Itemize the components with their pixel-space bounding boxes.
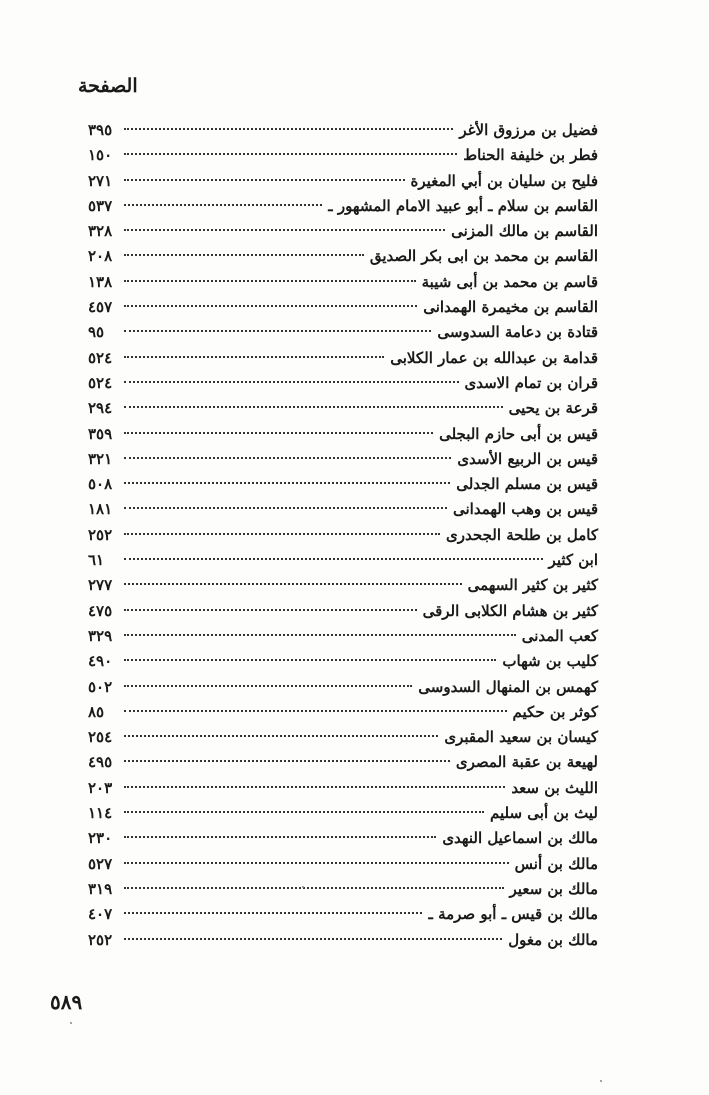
dot-leader <box>124 710 507 712</box>
index-entry <box>88 877 598 902</box>
entry-page-number: ٥٠٨ <box>88 475 113 494</box>
index-entry <box>88 902 598 927</box>
dot-leader <box>124 507 447 509</box>
index-entry <box>88 497 598 522</box>
entry-name: ابن كثير <box>548 551 598 570</box>
entry-page-number: ٢٧١ <box>88 171 113 190</box>
dot-leader <box>124 280 416 282</box>
entry-name: مالك بن مغول <box>508 930 598 949</box>
entry-name: قيس بن الربيع الأسدى <box>457 449 598 468</box>
dot-leader <box>124 330 431 332</box>
entry-name: القاسم بن سلام ـ أبو عبيد الامام المشهور ـ <box>328 196 598 215</box>
entry-page-number: ١٨١ <box>88 500 113 519</box>
entry-page-number: ٨٥ <box>88 702 105 721</box>
index-entry <box>88 599 598 624</box>
entry-page-number: ٣٩٥ <box>88 121 113 139</box>
dot-leader <box>124 381 459 383</box>
entry-page-number: ٤٧٥ <box>88 601 113 620</box>
dot-leader <box>124 609 417 611</box>
dot-leader <box>124 406 503 408</box>
index-entry <box>88 118 598 143</box>
dot-leader <box>124 836 436 838</box>
index-entry <box>88 396 598 421</box>
entry-page-number: ٥٢٧ <box>88 854 113 873</box>
entry-name: فليح بن سليان بن أبي المغيرة <box>410 171 598 190</box>
entry-page-number: ١٥٠ <box>88 146 113 165</box>
entry-name: فطر بن خليفة الحناط <box>463 146 598 165</box>
index-entry <box>88 750 598 775</box>
dot-leader <box>124 229 445 231</box>
index-entry <box>88 928 598 953</box>
index-entry <box>88 447 598 472</box>
name-index-list <box>88 118 598 953</box>
entry-name: فضيل بن مرزوق الأغر <box>459 121 598 139</box>
entry-name: قيس بن وهب الهمدانى <box>452 500 598 519</box>
entry-name: كثير بن كثير السهمى <box>467 576 598 595</box>
entry-page-number: ٥٠٢ <box>88 677 113 696</box>
entry-page-number: ٢٥٢ <box>88 930 113 949</box>
entry-page-number: ٤٩٥ <box>88 753 113 772</box>
dot-leader <box>124 912 422 914</box>
index-entry <box>88 776 598 801</box>
dot-leader <box>124 482 450 484</box>
index-entry <box>88 295 598 320</box>
entry-page-number: ٣٥٩ <box>88 424 113 443</box>
index-entry <box>88 472 598 497</box>
entry-name: كثير بن هشام الكلابى الرقى <box>422 601 598 620</box>
entry-page-number: ٦١ <box>88 551 105 570</box>
entry-name: قتادة بن دعامة السدوسى <box>437 323 598 342</box>
dot-leader <box>124 786 505 788</box>
dot-leader <box>124 583 462 585</box>
dot-leader <box>124 862 509 864</box>
entry-name: قرعة بن يحيى <box>508 399 598 418</box>
dot-leader <box>124 760 450 762</box>
dot-leader <box>124 432 433 434</box>
index-entry <box>88 244 598 269</box>
index-entry <box>88 675 598 700</box>
dot-leader <box>124 254 364 256</box>
entry-name: قيس بن أبى حازم البجلى <box>439 424 598 443</box>
entry-page-number: ٢٣٠ <box>88 829 113 848</box>
entry-name: ليث بن أبى سليم <box>490 804 598 823</box>
index-entry <box>88 346 598 371</box>
entry-name: قدامة بن عبدالله بن عمار الكلابى <box>390 348 598 367</box>
scan-speck <box>600 1080 602 1082</box>
dot-leader <box>124 938 502 940</box>
dot-leader <box>124 179 405 181</box>
entry-name: مالك بن سعير <box>509 879 598 898</box>
entry-name: لهيعة بن عقبة المصرى <box>455 753 598 772</box>
entry-name: قيس بن مسلم الجدلى <box>456 475 598 494</box>
dot-leader <box>124 356 384 358</box>
dot-leader <box>124 811 484 813</box>
entry-page-number: ٢٩٤ <box>88 399 113 418</box>
scan-speck <box>302 886 304 888</box>
entry-page-number: ٥٢٤ <box>88 348 113 367</box>
index-entry <box>88 548 598 573</box>
page-column-heading: الصفحة <box>78 75 138 97</box>
dot-leader <box>124 685 412 687</box>
index-entry <box>88 422 598 447</box>
index-entry <box>88 523 598 548</box>
entry-page-number: ٣٢٩ <box>88 626 113 645</box>
dot-leader <box>124 128 453 130</box>
dot-leader <box>124 634 516 636</box>
index-entry <box>88 624 598 649</box>
entry-page-number: ٢٧٧ <box>88 576 113 595</box>
index-entry <box>88 270 598 295</box>
scan-speck <box>70 1022 72 1024</box>
entry-name: كيسان بن سعيد المقبرى <box>444 728 598 747</box>
entry-name: القاسم بن محمد بن ابى بكر الصديق <box>369 247 598 266</box>
entry-page-number: ٣١٩ <box>88 879 113 898</box>
dot-leader <box>124 558 543 560</box>
index-entry <box>88 320 598 345</box>
entry-name: كليب بن شهاب <box>502 652 598 671</box>
entry-name: كامل بن طلحة الجحدرى <box>446 525 598 544</box>
index-entry <box>88 700 598 725</box>
index-entry <box>88 143 598 168</box>
entry-name: كوثر بن حكيم <box>512 702 598 721</box>
entry-page-number: ٢٠٨ <box>88 247 113 266</box>
entry-name: قاسم بن محمد بن أبى شيبة <box>421 272 598 291</box>
dot-leader <box>124 204 322 206</box>
entry-page-number: ٥٢٤ <box>88 373 113 392</box>
index-entry <box>88 169 598 194</box>
index-entry <box>88 371 598 396</box>
entry-name: مالك بن أنس <box>514 854 598 873</box>
dot-leader <box>124 659 496 661</box>
index-entry <box>88 725 598 750</box>
entry-page-number: ٣٢٨ <box>88 222 113 241</box>
dot-leader <box>124 153 457 155</box>
entry-name: القاسم بن مخيمرة الهمدانى <box>423 298 598 317</box>
page-number: ٥٨٩ <box>50 990 83 1014</box>
index-entry <box>88 826 598 851</box>
entry-page-number: ٥٣٧ <box>88 196 113 215</box>
entry-page-number: ٢٥٤ <box>88 728 113 747</box>
entry-name: قران بن تمام الاسدى <box>464 373 598 392</box>
dot-leader <box>124 533 440 535</box>
index-entry <box>88 219 598 244</box>
entry-page-number: ١٣٨ <box>88 272 113 291</box>
entry-name: كهمس بن المنهال السدوسى <box>418 677 598 696</box>
entry-name: الليث بن سعد <box>511 778 598 797</box>
dot-leader <box>124 887 504 889</box>
entry-name: مالك بن اسماعيل النهدى <box>442 829 598 848</box>
dot-leader <box>124 457 451 459</box>
index-entry <box>88 852 598 877</box>
entry-page-number: ٤٥٧ <box>88 298 113 317</box>
entry-page-number: ٢٠٣ <box>88 778 113 797</box>
entry-name: القاسم بن مالك المزنى <box>451 222 598 241</box>
index-entry <box>88 801 598 826</box>
dot-leader <box>124 305 417 307</box>
entry-page-number: ٩٥ <box>88 323 105 342</box>
entry-name: مالك بن قيس ـ أبو صرمة ـ <box>428 905 598 924</box>
entry-page-number: ٤٩٠ <box>88 652 113 671</box>
entry-page-number: ١١٤ <box>88 804 113 823</box>
entry-page-number: ٤٠٧ <box>88 905 113 924</box>
index-entry <box>88 573 598 598</box>
index-entry <box>88 194 598 219</box>
entry-page-number: ٢٥٢ <box>88 525 113 544</box>
index-entry <box>88 649 598 674</box>
entry-page-number: ٣٢١ <box>88 449 113 468</box>
entry-name: كعب المدنى <box>521 626 598 645</box>
dot-leader <box>124 735 438 737</box>
